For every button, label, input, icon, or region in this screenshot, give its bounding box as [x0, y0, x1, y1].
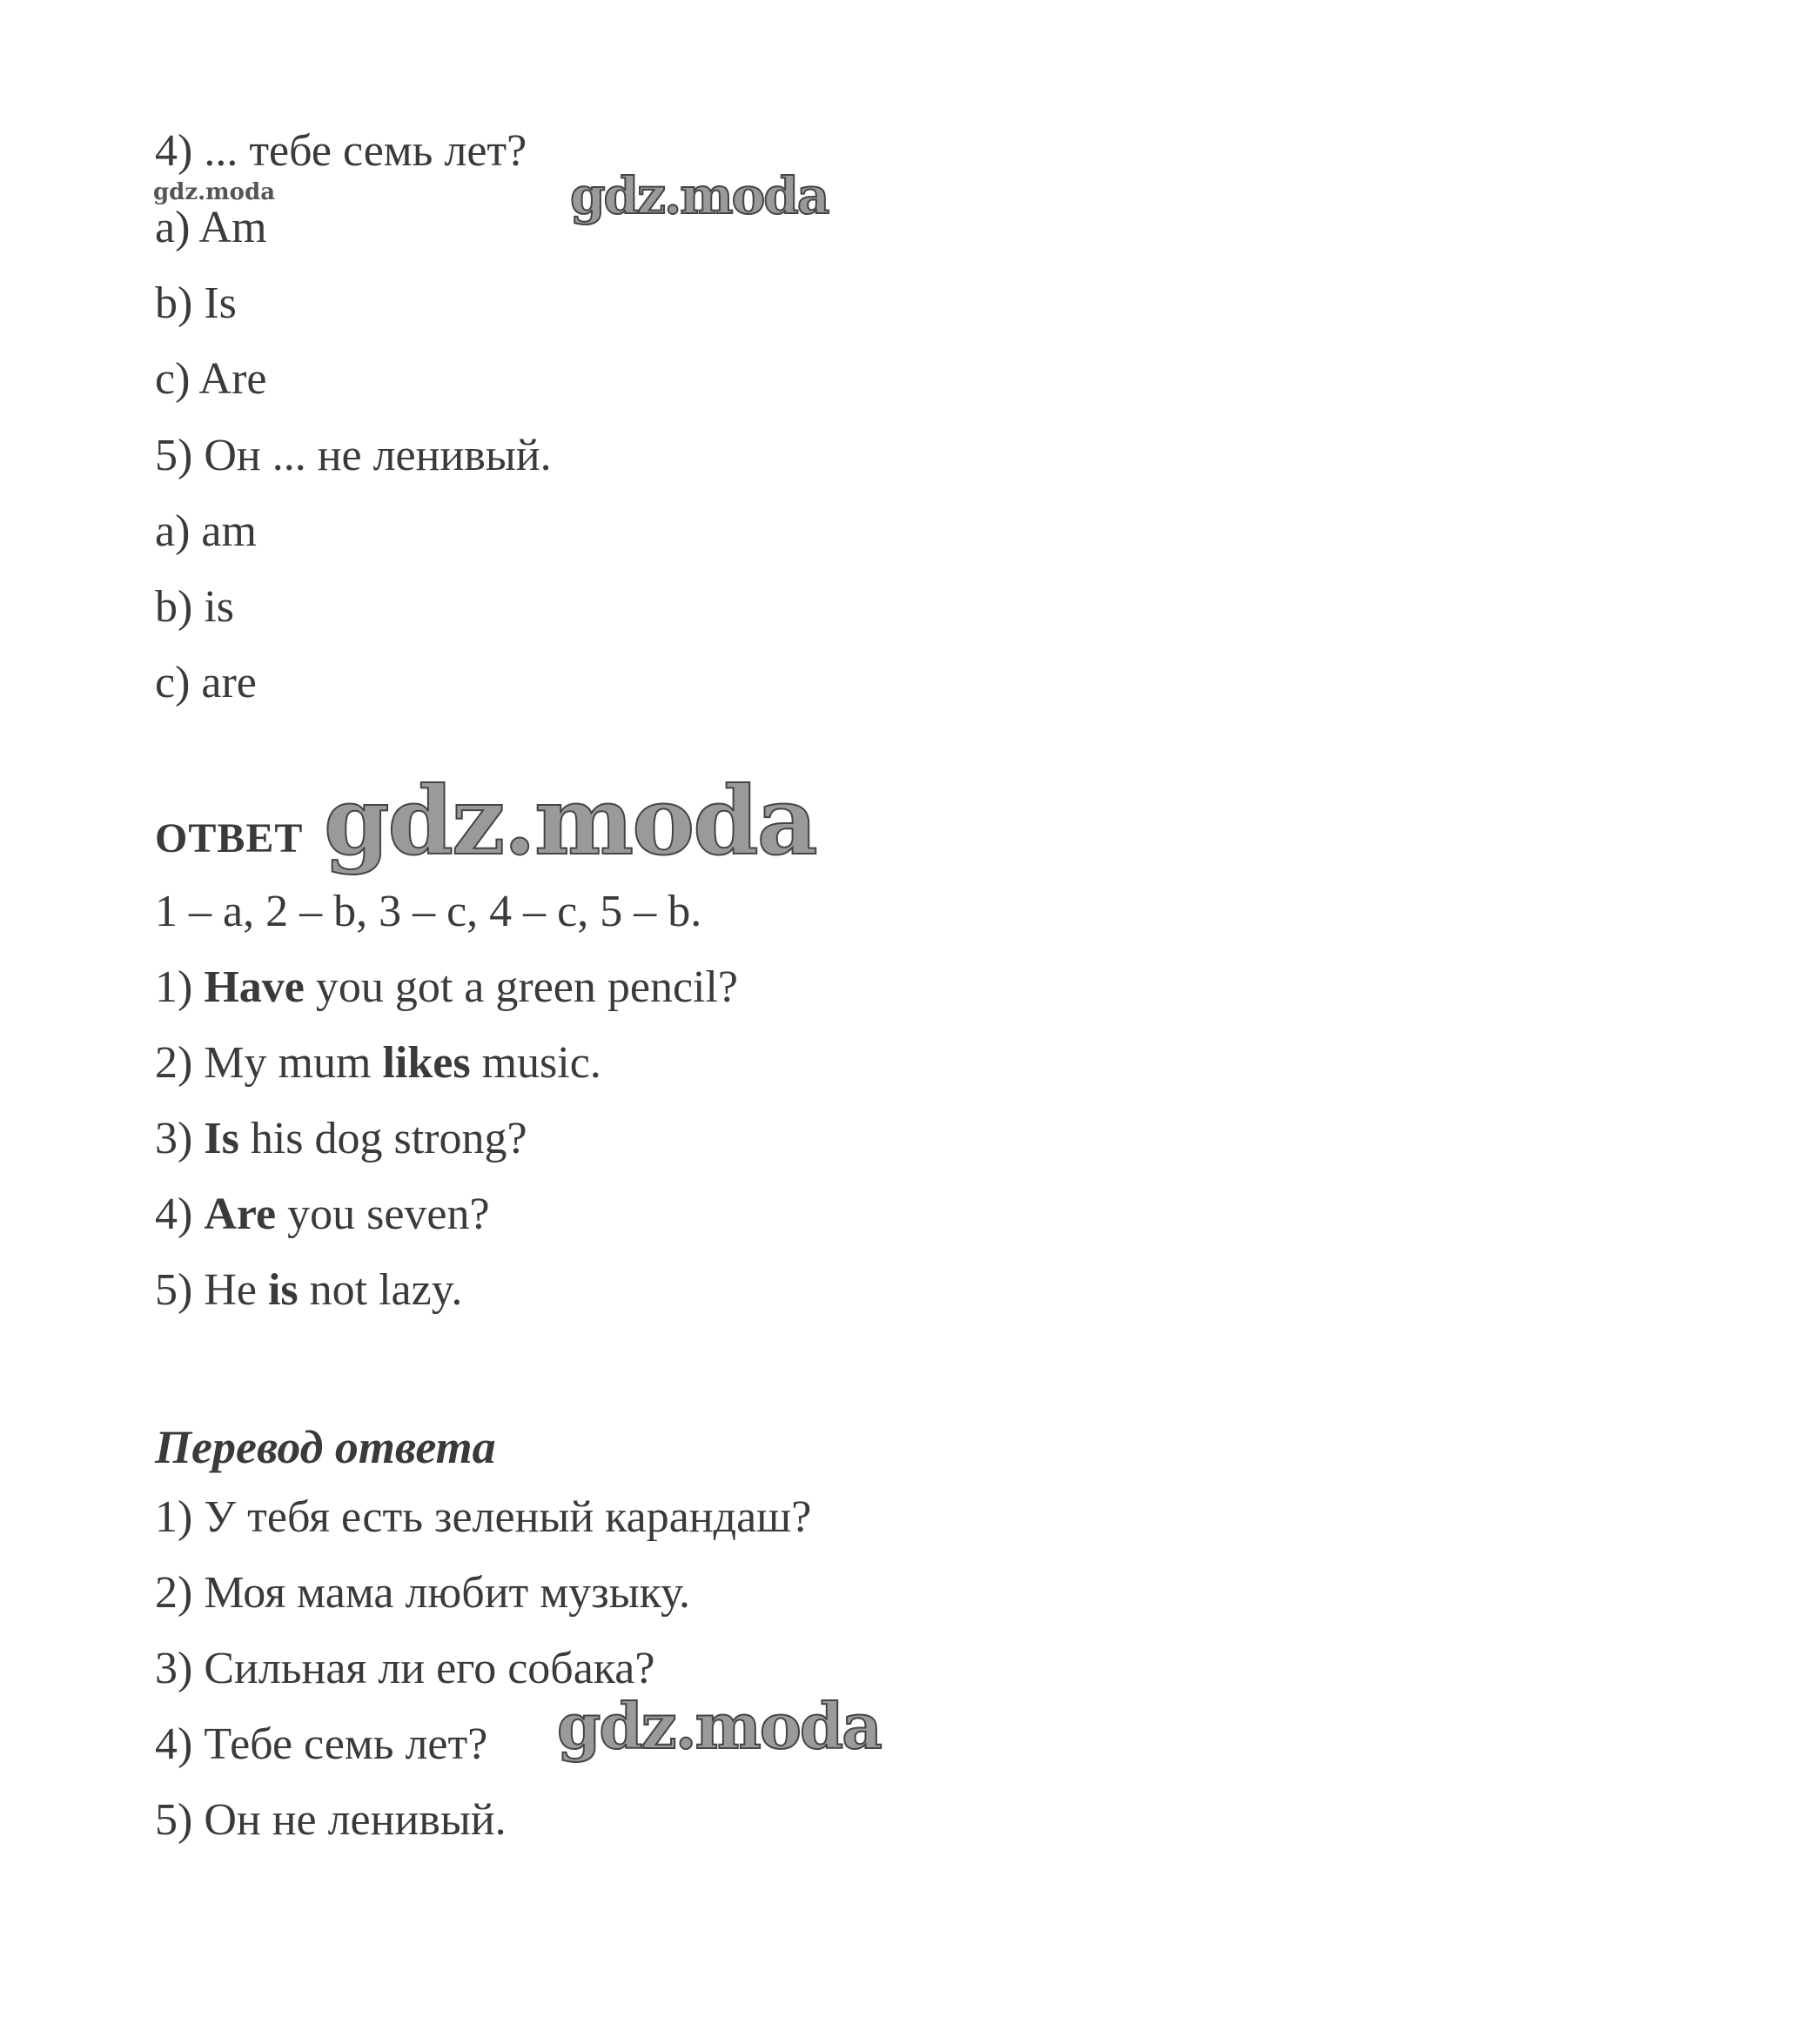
answer-sentence-4: 4) Are you seven? [155, 1190, 490, 1239]
question-5-option-a: a) am [155, 506, 257, 556]
translation-line-1: 1) У тебя есть зеленый карандаш? [155, 1492, 812, 1542]
answer-key: 1 – a, 2 – b, 3 – c, 4 – c, 5 – b. [155, 887, 702, 936]
translation-line-2: 2) Моя мама любит музыку. [155, 1568, 690, 1618]
question-5-option-b: b) is [155, 582, 234, 632]
question-4-option-a: a) Am [155, 203, 267, 252]
watermark-bottom: gdz.moda [557, 1689, 881, 1763]
watermark-large: gdz.moda [324, 767, 816, 876]
translation-line-5: 5) Он не ленивый. [155, 1795, 507, 1845]
question-5-option-c: c) are [155, 658, 257, 707]
question-4-option-b: b) Is [155, 278, 237, 328]
question-5: 5) Он ... не ленивый. [155, 431, 552, 480]
answer-sentence-1: 1) Have you got a green pencil? [155, 962, 738, 1012]
answer-sentence-2: 2) My mum likes music. [155, 1038, 601, 1088]
question-4-option-c: c) Are [155, 354, 267, 404]
question-4: 4) ... тебе семь лет? [155, 126, 527, 176]
translation-line-4: 4) Тебе семь лет? [155, 1719, 488, 1769]
watermark-small: gdz.moda [153, 179, 276, 205]
translation-line-3: 3) Сильная ли его собака? [155, 1644, 655, 1693]
answer-heading: ОТВЕТ [155, 815, 304, 861]
answer-sentence-3: 3) Is his dog strong? [155, 1114, 527, 1163]
watermark-top: gdz.moda [570, 166, 829, 225]
translation-heading: Перевод ответа [155, 1421, 496, 1473]
answer-sentence-5: 5) He is not lazy. [155, 1265, 463, 1315]
